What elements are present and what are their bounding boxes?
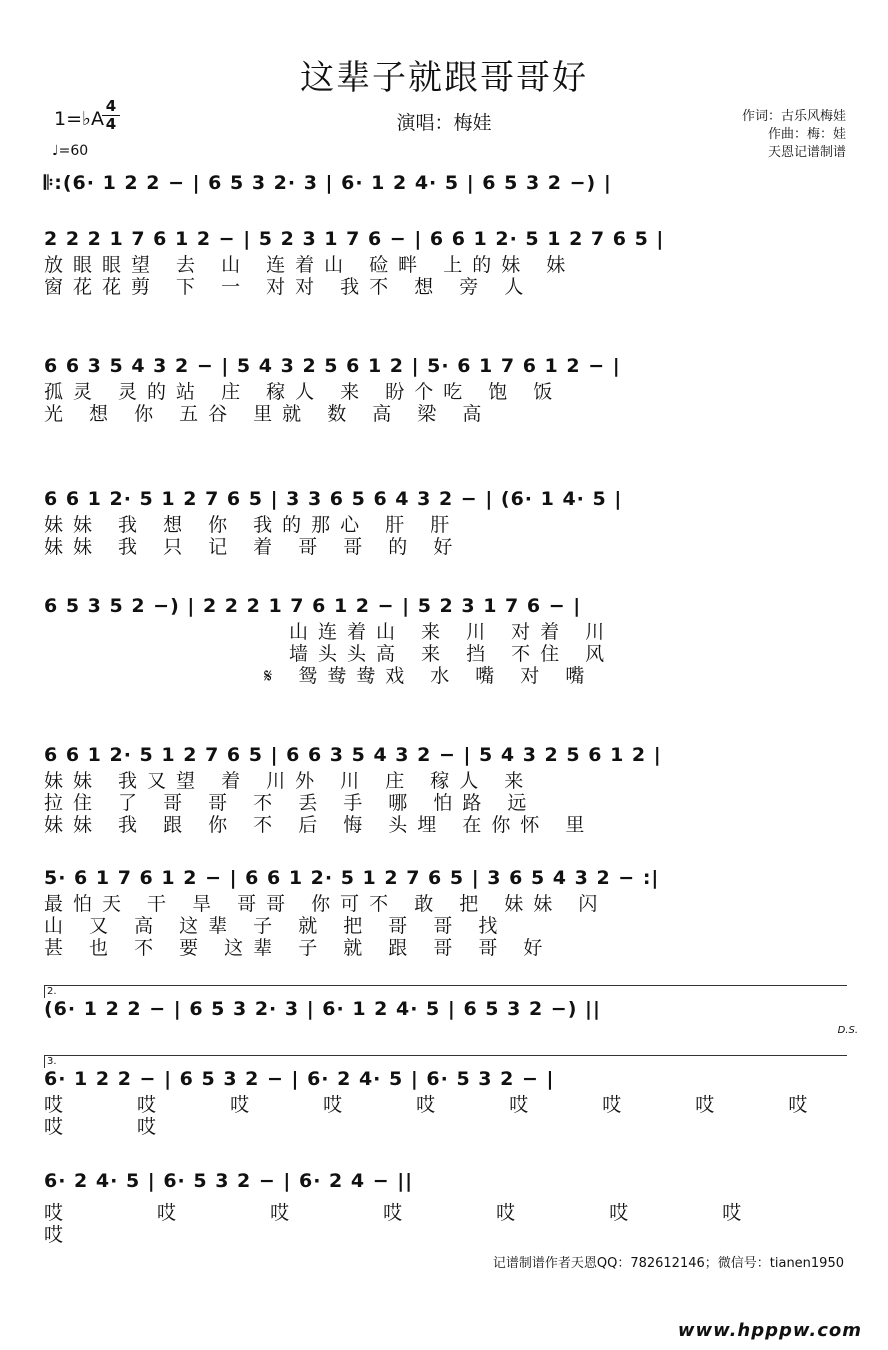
singer-credit: 演唱：梅娃 (396, 112, 492, 134)
lyric-verse-2: 窗花花剪 下 一 对对 我不 想 旁 人 (44, 276, 534, 298)
score-system-9 (44, 1055, 850, 1138)
song-title: 这辈子就跟哥哥好 (300, 58, 588, 98)
lyric-verse-3: 甚 也 不 要 这辈 子 就 跟 哥 哥 好 (44, 937, 553, 959)
lyric-verse-1: 妹妹 我 想 你 我的那心 肝 肝 (44, 514, 460, 536)
lyric-verse-1: 哎 哎 哎 哎 哎 哎 哎 哎 哎 哎 哎 (44, 1094, 842, 1138)
key-signature: 1=♭A (54, 108, 104, 130)
notes-line: 5· 6 1 7 6 1 2 − | 6 6 1 2· 5 1 2 7 6 5 | 3 6 5 4 3 2 − :| (44, 867, 660, 889)
lyric-verse-1: 孤灵 灵的站 庄 稼人 来 盼个吃 饱 饭 (44, 381, 563, 403)
score-system-8 (44, 985, 858, 1036)
score-system-1 (44, 172, 850, 198)
lyric-verse-2: 光 想 你 五谷 里就 数 高 梁 高 (44, 403, 492, 425)
score-system-2 (44, 228, 850, 298)
score-system-7 (44, 867, 850, 959)
lyric-verse-3: 𝄋 鸳鸯鸯戏 水 嘴 对 嘴 (264, 665, 595, 687)
score-system-5 (44, 595, 850, 687)
notes-line: 6· 2 4· 5 | 6· 5 3 2 − | 6· 2 4 − || (44, 1170, 414, 1192)
lyric-verse-1: 放眼眼望 去 山 连着山 硷畔 上的妹 妹 (44, 254, 576, 276)
composer-credit: 作曲：梅：娃 (767, 127, 846, 142)
notes-line: 6 5 3 5 2 −) | 2 2 2 1 7 6 1 2 − | 5 2 3 1 7 6 − | (44, 595, 582, 617)
lyric-verse-1: 最怕天 干 旱 哥哥 你可不 敢 把 妹妹 闪 (44, 893, 608, 915)
time-signature-bottom: 4 (102, 115, 120, 133)
score-system-3 (44, 355, 850, 425)
arranger-credit: 天恩记谱制谱 (767, 145, 846, 160)
notes-line: (6· 1 2 2 − | 6 5 3 2· 3 | 6· 1 2 4· 5 | 6 5 3 2 −) || (44, 998, 601, 1020)
lyric-verse-2: 拉住 了 哥 哥 不 丢 手 哪 怕路 远 (44, 792, 537, 814)
lyric-verse-1: 哎 哎 哎 哎 哎 哎 哎 哎 (44, 1202, 786, 1246)
credits-block (742, 108, 846, 162)
notes-line: 6· 1 2 2 − | 6 5 3 2 − | 6· 2 4· 5 | 6· 5 3 2 − | (44, 1068, 555, 1090)
notes-line: 6 6 1 2· 5 1 2 7 6 5 | 6 6 3 5 4 3 2 − | 5 4 3 2 5 6 1 2 | (44, 744, 662, 766)
lyric-verse-2: 山 又 高 这辈 子 就 把 哥 哥 找 (44, 915, 508, 937)
time-signature-top: 4 (105, 97, 117, 115)
score-system-6 (44, 744, 850, 836)
watermark: www.hpppw.com (677, 1320, 862, 1341)
volta-bracket-3: 3. (44, 1055, 847, 1068)
lyricist-credit: 作词：古乐风梅娃 (741, 109, 846, 124)
notes-line: 2 2 2 1 7 6 1 2 − | 5 2 3 1 7 6 − | 6 6 1 2· 5 1 2 7 6 5 | (44, 228, 665, 250)
lyric-verse-2: 墙头头高 来 挡 不住 风 (289, 643, 615, 665)
notes-line: 6 6 1 2· 5 1 2 7 6 5 | 3 3 6 5 6 4 3 2 − | (6· 1 4· 5 | (44, 488, 623, 510)
lyric-verse-3: 妹妹 我 跟 你 不 后 悔 头埋 在你怀 里 (44, 814, 595, 836)
notes-line: 𝄆:(6· 1 2 2 − | 6 5 3 2· 3 | 6· 1 2 4· 5 | 6 5 3 2 −) | (44, 172, 612, 194)
tempo-marking: ♩=60 (52, 143, 89, 159)
footer-credit: 记谱制谱作者天恩QQ：782612146；微信号：tianen1950 (492, 1256, 844, 1271)
notes-line: 6 6 3 5 4 3 2 − | 5 4 3 2 5 6 1 2 | 5· 6 1 7 6 1 2 − | (44, 355, 621, 377)
score-system-10 (44, 1170, 850, 1246)
lyric-verse-1: 妹妹 我又望 着 川外 川 庄 稼人 来 (44, 770, 534, 792)
lyric-verse-2: 妹妹 我 只 记 着 哥 哥 的 好 (44, 536, 463, 558)
lyric-verse-1: 山连着山 来 川 对着 川 (289, 621, 615, 643)
ds-marking: D.S. (837, 1025, 858, 1036)
score-system-4 (44, 488, 850, 558)
volta-bracket-2: 2. (44, 985, 847, 998)
